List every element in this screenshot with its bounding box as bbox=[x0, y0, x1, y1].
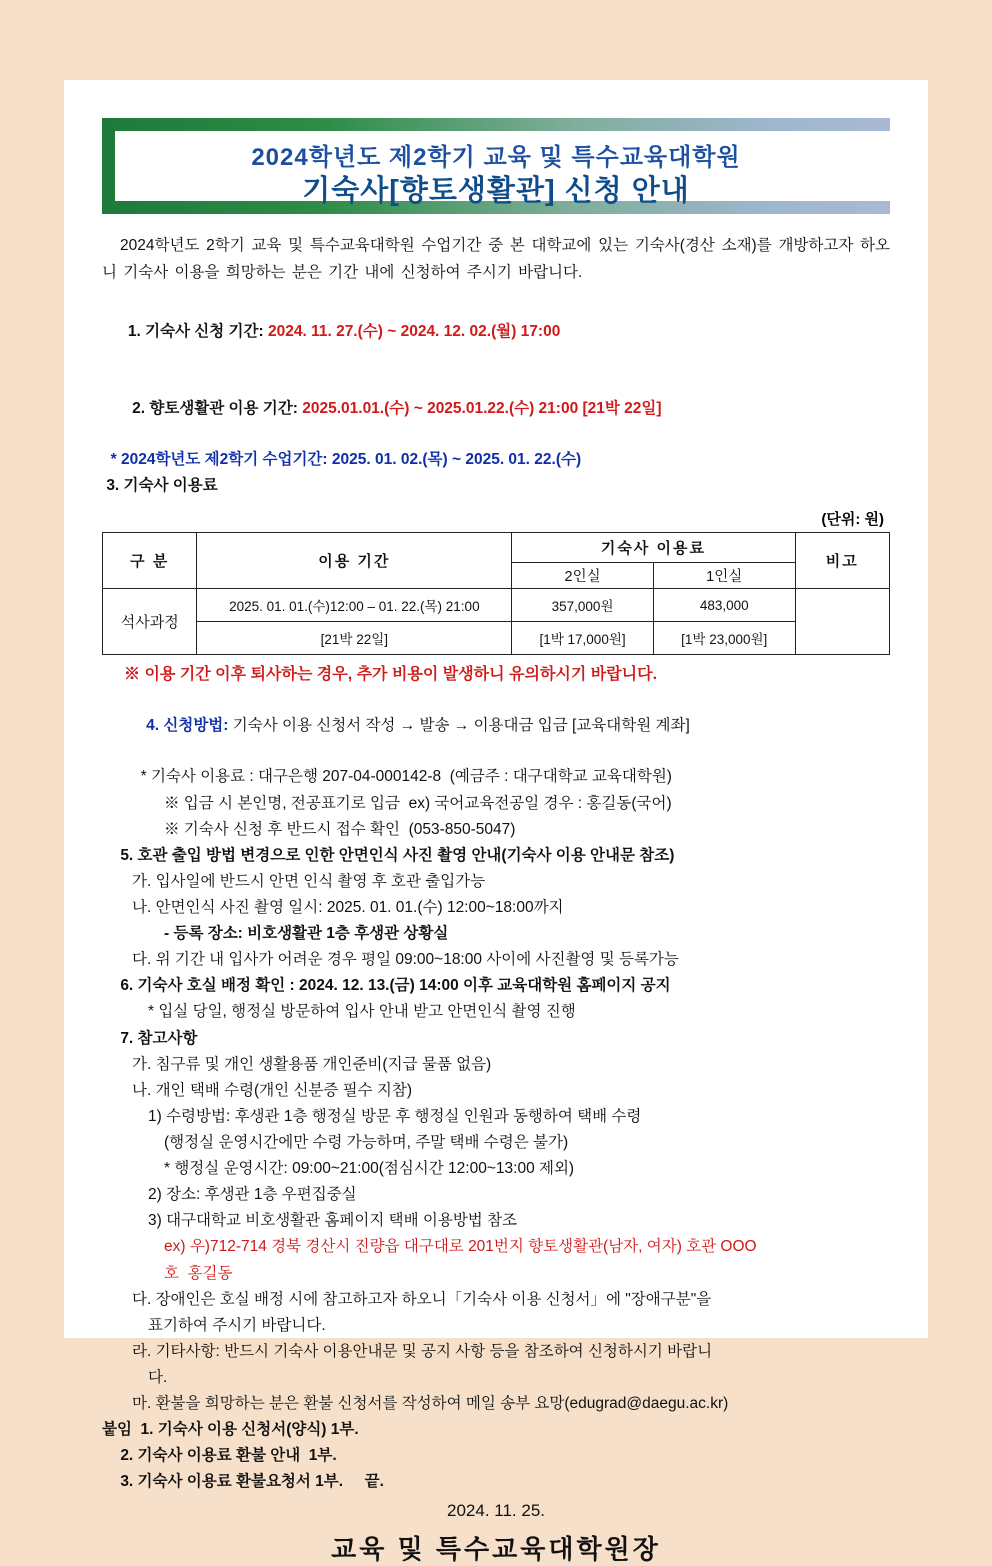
td-one-person-line2: [1박 23,000원] bbox=[653, 622, 795, 655]
th-category: 구 분 bbox=[103, 533, 197, 589]
section-7-item-b3: 3) 대구대학교 비호생활관 홈페이지 택배 이용방법 참조 bbox=[148, 1212, 518, 1230]
th-fee: 기숙사 이용료 bbox=[512, 533, 795, 563]
td-two-person-line2: [1박 17,000원] bbox=[512, 622, 654, 655]
section-4-sub1: * 기숙사 이용료 : 대구은행 207-04-000142-8 (예금주 : 대구대학교 교육대학원) bbox=[132, 768, 672, 786]
item-1-value: 2024. 11. 27.(수) ~ 2024. 12. 02.(월) 17:00 bbox=[263, 323, 561, 341]
document-page bbox=[64, 80, 928, 1564]
section-5-item-b-note: - 등록 장소: 비호생활관 1층 후생관 상황실 bbox=[164, 925, 449, 943]
table-row-cont bbox=[103, 622, 890, 655]
section-5-item-a: 가. 입사일에 반드시 안면 인식 촬영 후 호관 출입가능 bbox=[132, 872, 486, 890]
td-period-line1: 2025. 01. 01.(수)12:00 – 01. 22.(목) 21:00 bbox=[197, 589, 512, 622]
document-title-line1: 2024학년도 제2학기 교육 및 특수교육대학원 bbox=[251, 144, 741, 171]
td-category: 석사과정 bbox=[103, 589, 197, 655]
item-2-note: * 2024학년도 제2학기 수업기간: 2025. 01. 02.(목) ~ 2025. 01. 22.(수) bbox=[102, 450, 582, 468]
section-4-value: 기숙사 이용 신청서 작성 → 발송 → 이용대금 입금 [교육대학원 계좌] bbox=[228, 717, 690, 735]
fee-table bbox=[102, 532, 890, 655]
section-7-item-e: 마. 환불을 희망하는 분은 환불 신청서를 작성하여 메일 송부 요망(edugrad@daegu.ac.kr) bbox=[132, 1395, 729, 1413]
section-7-item-b: 나. 개인 택배 수령(개인 신분증 필수 지참) bbox=[132, 1081, 413, 1099]
table-unit-label: (단위: 원) bbox=[821, 511, 884, 529]
section-7-label: 7. 참고사항 bbox=[116, 1029, 198, 1047]
section-7-item-b3-example-line1: ex) 우)712-714 경북 경산시 진량읍 대구대로 201번지 향토생활관(남자, 여자) 호관 OOO bbox=[164, 1238, 757, 1256]
document-body bbox=[64, 80, 928, 1566]
attachments-label: 붙임 1. 기숙사 이용 신청서(양식) 1부. bbox=[102, 1421, 359, 1439]
section-4-line bbox=[116, 688, 890, 763]
attachments-item-2: 2. 기숙사 이용료 환불 안내 1부. bbox=[116, 1447, 337, 1465]
table-header-row-1 bbox=[103, 533, 890, 563]
attachments-item-3: 3. 기숙사 이용료 환불요청서 1부. 끝. bbox=[116, 1473, 384, 1491]
th-period: 이용 기간 bbox=[197, 533, 512, 589]
banner-top-bar bbox=[102, 118, 890, 131]
th-one-person: 1인실 bbox=[653, 563, 795, 589]
section-7-item-d-line1: 라. 기타사항: 반드시 기숙사 이용안내문 및 공지 사항 등을 참조하여 신청하시기 바랍니 bbox=[132, 1342, 713, 1360]
section-4-sub2: ※ 입금 시 본인명, 전공표기로 입금 ex) 국어교육전공일 경우 : 홍길동(국어) bbox=[164, 794, 672, 812]
section-7-item-c-line2: 표기하여 주시기 바랍니다. bbox=[148, 1316, 326, 1334]
intro-paragraph: 2024학년도 2학기 교육 및 특수교육대학원 수업기간 중 본 대학교에 있는 기숙사(경산 소재)를 개방하고자 하오니 기숙사 이용을 희망하는 분은 기간 내에 신청하여 주시기 바랍니다. bbox=[102, 237, 890, 282]
td-two-person-line1: 357,000원 bbox=[512, 589, 654, 622]
section-5-item-b: 나. 안면인식 사진 촬영 일시: 2025. 01. 01.(수) 12:00~18:00까지 bbox=[132, 899, 564, 916]
signature-date: 2024. 11. 25. bbox=[447, 1500, 545, 1520]
section-7-item-b2: 2) 장소: 후생관 1층 우편집중실 bbox=[148, 1186, 357, 1204]
document-title-line2: 기숙사[향토생활관] 신청 안내 bbox=[302, 175, 690, 207]
section-7-item-d-line2: 다. bbox=[148, 1368, 168, 1386]
section-6-note: * 입실 당일, 행정실 방문하여 입사 안내 받고 안면인식 촬영 진행 bbox=[148, 1003, 576, 1021]
item-3-label: 3. 기숙사 이용료 bbox=[102, 477, 218, 495]
section-7-item-b3-example-line2: 호 홍길동 bbox=[164, 1264, 233, 1282]
section-7-item-b1-cont: (행정실 운영시간에만 수령 가능하며, 주말 택배 수령은 불가) bbox=[164, 1133, 569, 1151]
item-2-line bbox=[102, 371, 890, 446]
section-7-item-b1: 1) 수령방법: 후생관 1층 행정실 방문 후 행정실 인원과 동행하여 택배 수령 bbox=[148, 1107, 642, 1125]
section-7-item-b1-note: * 행정실 운영시간: 09:00~21:00(점심시간 12:00~13:00 제외) bbox=[164, 1160, 575, 1178]
section-6-label: 6. 기숙사 호실 배정 확인 : 2024. 12. 13.(금) 14:00 이후 교육대학원 홈페이지 공지 bbox=[116, 977, 671, 995]
table-row bbox=[103, 589, 890, 622]
td-remark bbox=[795, 589, 889, 655]
section-7-item-c-line1: 다. 장애인은 호실 배정 시에 참고하고자 하오니「기숙사 이용 신청서」에 "장애구분"을 bbox=[132, 1290, 712, 1308]
section-5-item-c: 다. 위 기간 내 입사가 어려운 경우 평일 09:00~18:00 사이에 사진촬영 및 등록가능 bbox=[132, 951, 679, 969]
item-2-value: 2025.01.01.(수) ~ 2025.01.22.(수) 21:00 [21박 22일] bbox=[297, 399, 662, 417]
item-2-label: 2. 향토생활관 이용 기간: bbox=[127, 399, 298, 417]
th-two-person: 2인실 bbox=[512, 563, 654, 589]
section-4-sub3: ※ 기숙사 신청 후 반드시 접수 확인 (053-850-5047) bbox=[164, 820, 516, 838]
item-1-label: 1. 기숙사 신청 기간: bbox=[127, 323, 264, 341]
th-remark: 비고 bbox=[795, 533, 889, 589]
section-7-item-a: 가. 침구류 및 개인 생활용품 개인준비(지급 물품 없음) bbox=[132, 1055, 492, 1073]
section-5-label: 5. 호관 출입 방법 변경으로 인한 안면인식 사진 촬영 안내(기숙사 이용 안내문 참조) bbox=[116, 846, 675, 864]
warning-note: ※ 이용 기간 이후 퇴사하는 경우, 추가 비용이 발생하니 유의하시기 바랍니다. bbox=[124, 666, 658, 684]
signature-name: 교육 및 특수교육대학원장 bbox=[331, 1533, 661, 1564]
section-4-label: 4. 신청방법: bbox=[141, 717, 229, 735]
td-period-line2: [21박 22일] bbox=[197, 622, 512, 655]
item-1-line bbox=[102, 294, 890, 369]
td-one-person-line1: 483,000 bbox=[653, 589, 795, 622]
header-banner bbox=[102, 118, 890, 222]
